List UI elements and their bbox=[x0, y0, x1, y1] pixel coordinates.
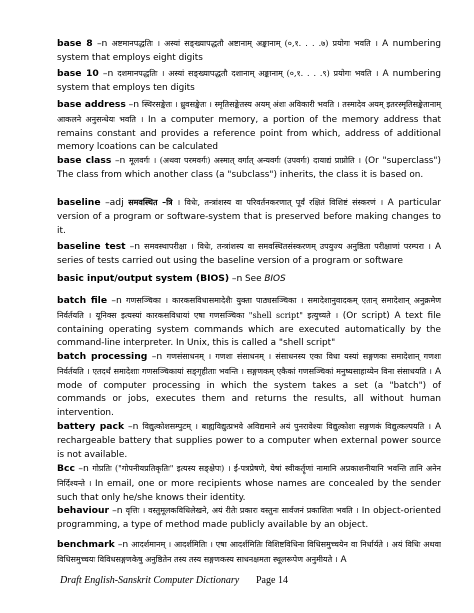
entry-benchmark bbox=[57, 538, 441, 572]
entry-term: base 8 bbox=[57, 38, 93, 49]
entry-english: A numbering system that employs ten digits bbox=[57, 69, 442, 93]
entry-sanskrit: विद्युत्कोशसम्पुटम् । बाह्यविद्युत्प्रभवे अविद्यमाने अयं पुनरावेश्यः विद्युत्कोशः सङ्गणकं विद्युत्कल्पयति । bbox=[142, 422, 432, 431]
entry-term: batch processing bbox=[57, 351, 148, 362]
entry-sanskrit: दशमानपद्धतिः । अस्यां सङ्ख्यापद्धतौ दशानाम् अङ्कानाम् (०,१. . . .९) प्रयोगः भवति । bbox=[117, 69, 379, 78]
footer-title: Draft English-Sanskrit Computer Dictionary bbox=[60, 575, 240, 586]
entry-english: (Or "superclass") The class from which another class (a "subclass") inherits, the class it is based on. bbox=[57, 156, 441, 180]
entry-baseline bbox=[57, 196, 441, 238]
entry-pos: –n bbox=[231, 273, 243, 284]
entry-battery-pack bbox=[57, 420, 441, 462]
entry-see-label: See bbox=[245, 274, 262, 284]
entry-term: benchmark bbox=[57, 539, 115, 550]
entry-term: baseline bbox=[57, 197, 101, 208]
entry-behaviour bbox=[57, 504, 441, 533]
entry-see-link[interactable]: BIOS bbox=[264, 274, 286, 284]
entry-batch-file bbox=[57, 294, 441, 351]
entry-sanskrit: । विधेः, तन्त्रांशस्य वा परिवर्तनकरणात् पूर्वं रक्षितं विशिष्टं संस्करणं । bbox=[177, 198, 384, 207]
entry-pos: –n bbox=[78, 463, 89, 474]
entry-english: A rechargeable battery that supplies power to a computer when external power source is not available. bbox=[57, 422, 442, 460]
entry-english: A series of tests carried out using the baseline version of a program or software bbox=[57, 242, 442, 266]
entry-sanskrit: मूलवर्गः । (अथवा परमवर्गः) अस्मात् वर्गात् अन्यवर्गः (उपवर्गः) दायाद्यं प्राप्नोति । bbox=[129, 156, 362, 165]
entry-sanskrit: स्थिरसङ्केतः । ध्रुवसङ्केतः । स्मृतिसङ्केतस्य अयम् अंशः अविकारी भवति । तस्मादेव अयम् इतरस्मृतिसङ्केतानाम् आकलने अनुसन्धेयः भवति । bbox=[57, 100, 442, 124]
entry-pos: –n bbox=[112, 505, 123, 516]
entry-term: base class bbox=[57, 155, 112, 166]
entry-term: behaviour bbox=[57, 505, 110, 516]
entry-pos: –n bbox=[114, 155, 126, 166]
entry-term: baseline test bbox=[57, 241, 126, 252]
entry-pos: –n bbox=[102, 68, 114, 79]
entry-term: batch file bbox=[57, 295, 108, 306]
entry-english: A particular version of a program or software-system that is preserved before making changes to it. bbox=[57, 198, 442, 236]
entry-batch-processing bbox=[57, 350, 441, 421]
entry-base-8 bbox=[57, 37, 441, 66]
entry-term: Bcc bbox=[57, 463, 75, 474]
entry-pos: –n bbox=[129, 241, 141, 252]
entry-english: In a computer memory, a portion of the memory address that remains constant and provides a reference point from which, address of additional memory lcoations can be calculated bbox=[57, 114, 442, 153]
entry-pos: –n bbox=[128, 99, 140, 110]
entry-sanskrit: आदर्शमानम् । आदर्शमितिः । एषा आदर्शमितिः विशिष्टविधिना विधिसमुच्चयेन वा निर्धार्यते । अयं विधिः अथवा विधिसमुच्चयः विविधसङ्गणकेषु अनुष्ठितेन तस्य तस्य सङ्गणकस्य साधनक्षमता स्थूलरूपेण अनुमीयते । bbox=[57, 540, 441, 564]
entry-pos: –n bbox=[96, 38, 108, 49]
entry-term: base address bbox=[57, 99, 126, 110]
entry-sanskrit: गणसंसाधनम् । गणशः संसाधनम् । संसाधनस्य एका विधा यस्यां सङ्गणकः समादेशान् गणशः निर्वर्तयति । एतदर्थं समादेशाः गणसञ्चिकायां सङ्गृहीताः भवन्ति । सङ्गणकम् एकैकां गणसञ्चिकां मनुष्यसाहाय्येन विना संसाधयति । bbox=[57, 352, 442, 376]
entry-english: (Or script) A text file containing operating system commands which are executed automatically by the command-line interpreter. In Unix, this is called a "shell script" bbox=[57, 310, 441, 349]
entry-english: A numbering system that employs eight digits bbox=[57, 39, 441, 63]
entry-headword: समवस्थित –त्रि bbox=[128, 197, 173, 207]
entry-english: A mode of computer processing in which the system takes a set (a "batch") of commands or jobs, executes them and returns the results, all without human intervention. bbox=[57, 366, 442, 419]
entry-sanskrit: समवस्थापरीक्षा । विधेः, तन्त्रांशस्य वा समवस्थितसंस्करणम् उपयुज्य अनुष्ठिता परीक्षाणां परम्परा । bbox=[144, 242, 431, 251]
entry-term: base 10 bbox=[57, 68, 99, 79]
page-number: Page 14 bbox=[256, 575, 288, 586]
entry-sanskrit: गणसञ्चिका । कारकसविधासमादेशैः युक्ता पाठ्यसञ्चिका । समादेशानुवादकम् एतान् समादेशान् अनुक्रमेण निर्वर्तयति । यूनिक्स इत्यस्यां कारकसविधायां एषा गणसञ्चिका "shell script" इत्युच्यते । bbox=[57, 296, 442, 320]
entry-pos: –n bbox=[111, 295, 122, 306]
entry-bios bbox=[57, 272, 441, 287]
entry-sanskrit: गोप्रतिः ("गोपनीयप्रतिकृतिः" इत्यस्य सङ्क्षेपः) । ई-पत्रप्रेषणे, येषां स्वीकर्तॄणां नामानि अप्रकाशनीयानि भवन्ति तानि अनेन निर्दिश्यन्ते । bbox=[57, 464, 441, 488]
entry-sanskrit: वृत्तिः । वस्तुमूलकविधिलेखने, अयं रीतेः प्रकारः वस्तुनः सार्वजनं प्रकाशितः भवति । bbox=[125, 506, 359, 515]
entry-pos: –n bbox=[117, 539, 129, 550]
entry-pos: –n bbox=[128, 421, 139, 432]
entry-sanskrit: अष्टमानपद्धतिः । अस्यां सङ्ख्यापद्धतौ अष्टानाम् अङ्कानाम् (०,१. . . .७) प्रयोगः भवति । bbox=[111, 39, 378, 48]
entry-english: A bbox=[340, 554, 347, 565]
entry-term: battery pack bbox=[57, 421, 125, 432]
entry-base-address bbox=[57, 98, 441, 155]
entry-english: In email, one or more recipients whose names are concealed by the sender such that only he/she knows their identity. bbox=[57, 478, 441, 503]
entry-bcc bbox=[57, 462, 441, 505]
entry-term: basic input/output system (BIOS) bbox=[57, 273, 230, 284]
entry-english: In object-oriented programming, a type of method made publicly available by an object. bbox=[57, 506, 442, 530]
entry-baseline-test bbox=[57, 240, 441, 269]
entry-base-10 bbox=[57, 67, 441, 96]
entry-base-class bbox=[57, 154, 441, 183]
entry-pos: –adj bbox=[105, 197, 124, 208]
entry-pos: –n bbox=[151, 351, 163, 362]
